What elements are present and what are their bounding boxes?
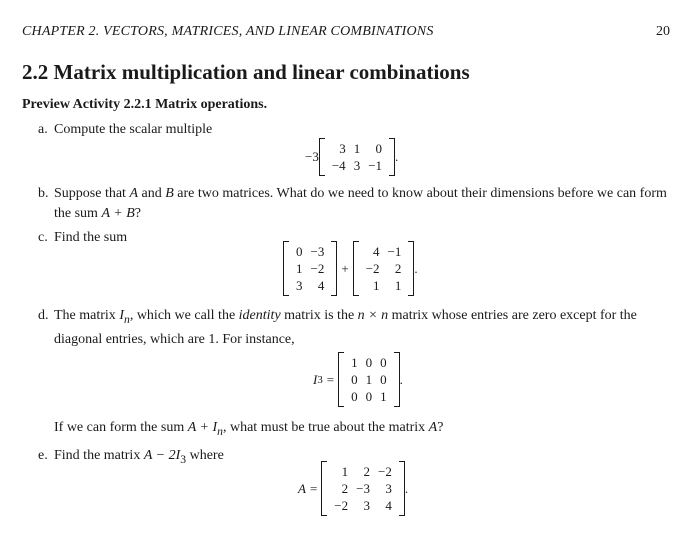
matrix-entry: 0: [375, 141, 383, 156]
matrix-entry: 2: [394, 261, 402, 276]
matrix-entry: 4: [373, 244, 380, 259]
item-d-lhs: I: [313, 371, 318, 387]
item-d-end: .: [399, 371, 403, 387]
item-a-matrix: [319, 138, 395, 176]
matrix-entry: 3: [339, 141, 346, 156]
item-d-matrix: [338, 352, 400, 407]
page-number: 20: [656, 24, 670, 39]
item-e-expression: A = 1 2 −2 2 −3 3 −2 3 4 .: [298, 461, 408, 516]
item-e-end: .: [404, 480, 409, 496]
matrix-row: [328, 140, 386, 157]
running-head: CHAPTER 2. VECTORS, MATRICES, AND LINEAR COMBINATIONS: [22, 24, 434, 39]
matrix-entry: 0: [351, 389, 358, 404]
item-c-matrix-2: [353, 241, 418, 296]
matrix-entry: −2: [310, 261, 325, 276]
matrix-row: [292, 243, 328, 260]
section-title: 2.2 Matrix multiplication and linear combinations: [22, 60, 470, 84]
item-a-label: a.: [38, 122, 48, 137]
item-c-expression: [283, 241, 418, 296]
matrix-entry: 0: [380, 355, 387, 370]
item-a-end: .: [395, 149, 399, 164]
item-a-text: Compute the scalar multiple: [54, 122, 213, 137]
matrix-row: [347, 354, 391, 371]
matrix-entry: −3: [310, 244, 325, 259]
matrix-row: [347, 371, 391, 388]
item-a-expression: [305, 138, 398, 176]
matrix-row: [330, 497, 396, 514]
matrix-entry: 0: [351, 372, 358, 387]
matrix-entry: 1: [296, 261, 303, 276]
matrix-entry: 3: [353, 158, 361, 173]
matrix-entry: 4: [385, 498, 392, 513]
item-b: b. Suppose that A and B are two matrices. What do we need to know about their dimensions before we can form the sum A + B?: [38, 186, 667, 221]
matrix-entry: 1: [373, 278, 380, 293]
matrix-row: [292, 260, 328, 277]
item-d-expression: I 3 = 1 0 0 0 1 0 0 0 1 .: [313, 352, 403, 407]
item-d: d. The matrix $I_n$, which we call the identity matrix is the n × n matrix whose entries are zero except for the diagonal entries, which are 1. For instance,: [38, 308, 637, 347]
matrix-entry: −3: [356, 481, 370, 496]
matrix-entry: −1: [368, 158, 383, 173]
matrix-entry: 1: [351, 355, 358, 370]
matrix-entry: 4: [317, 278, 325, 293]
item-d-question: If we can form the sum $A + I_n$, what must be true about the matrix A?: [54, 420, 444, 438]
matrix-entry: 3: [385, 481, 392, 496]
item-a-scalar: −3: [305, 149, 319, 164]
matrix-entry: 0: [296, 244, 303, 259]
matrix-row: [362, 243, 406, 260]
matrix-row: [328, 157, 386, 174]
matrix-entry: 1: [341, 464, 349, 479]
item-c-plus: +: [341, 260, 349, 276]
item-b-label: b.: [38, 186, 49, 201]
matrix-entry: 1: [380, 389, 387, 404]
matrix-entry: 3: [363, 498, 370, 513]
matrix-row: [362, 277, 406, 294]
item-c-text: Find the sum: [54, 230, 128, 245]
item-c-end: .: [414, 260, 418, 276]
matrix-entry: 0: [365, 389, 373, 404]
matrix-entry: 1: [365, 372, 373, 387]
matrix-entry: 3: [296, 278, 303, 293]
item-e-label: e.: [38, 448, 48, 463]
matrix-entry: 2: [363, 464, 370, 479]
matrix-row: [362, 260, 406, 277]
item-c: [38, 228, 127, 248]
matrix-entry: 0: [380, 372, 387, 387]
matrix-row: [292, 277, 328, 294]
matrix-entry: 1: [394, 278, 402, 293]
matrix-entry: 0: [365, 355, 373, 370]
item-e-matrix: [321, 461, 405, 516]
matrix-entry: −1: [387, 244, 402, 259]
matrix-entry: −4: [331, 158, 346, 173]
item-d-label: d.: [38, 308, 49, 323]
matrix-entry: 2: [341, 481, 349, 496]
matrix-row: [330, 480, 396, 497]
item-c-matrix-1: [283, 241, 337, 296]
matrix-row: [347, 388, 391, 405]
preview-activity-title: Preview Activity 2.2.1 Matrix operations.: [22, 97, 268, 112]
item-c-label: c.: [38, 230, 48, 245]
matrix-row: [330, 463, 396, 480]
matrix-entry: −2: [334, 498, 349, 513]
matrix-entry: −2: [377, 464, 392, 479]
item-a: [38, 120, 212, 140]
matrix-entry: 1: [353, 141, 361, 156]
item-e: e. Find the matrix $A - 2I_3$ where: [38, 448, 224, 466]
item-e-lhs: A: [298, 480, 306, 496]
matrix-entry: −2: [365, 261, 380, 276]
